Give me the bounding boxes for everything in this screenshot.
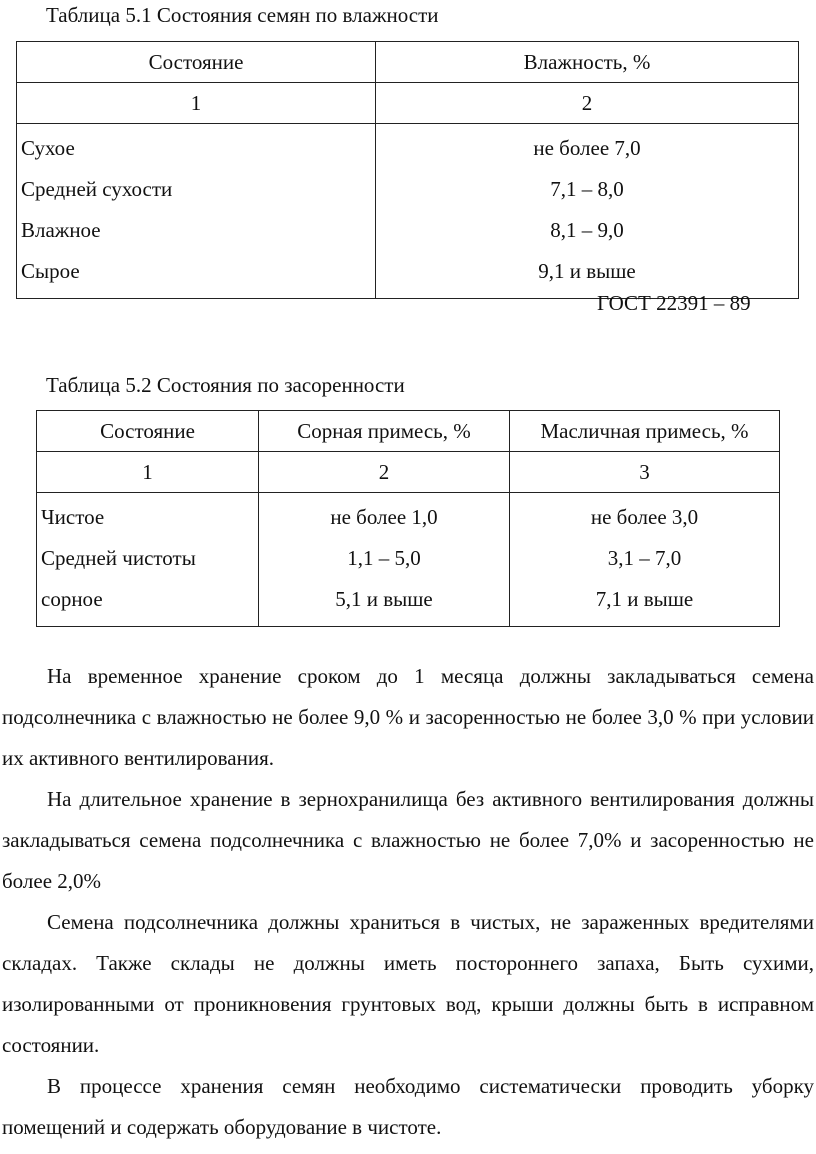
state-value: Сырое: [21, 259, 80, 283]
column-number: 1: [37, 452, 259, 493]
state-cell: [37, 493, 259, 627]
oil-value: не более 3,0: [590, 505, 699, 529]
header-weed-impurity: Сорная примесь, %: [259, 411, 510, 452]
table-header-row: [37, 411, 780, 452]
state-value: Влажное: [21, 218, 101, 242]
oil-value: 7,1 и выше: [595, 587, 694, 611]
state-value: Средней сухости: [21, 177, 173, 201]
oil-cell: [510, 493, 780, 627]
oil-value: 3,1 – 7,0: [607, 546, 682, 570]
moisture-table: [16, 41, 799, 299]
column-number: 2: [376, 83, 799, 124]
column-number: 1: [17, 83, 376, 124]
table1-source: ГОСТ 22391 – 89: [597, 291, 751, 315]
table-body-row: [37, 493, 780, 627]
header-moisture: Влажность, %: [376, 42, 799, 83]
table1-caption: Таблица 5.1 Состояния семян по влажности: [46, 3, 439, 27]
state-value: Чистое: [41, 505, 105, 529]
moisture-cell: [376, 124, 799, 299]
contamination-table: [36, 410, 780, 627]
state-cell: [17, 124, 376, 299]
header-oil-impurity: Масличная примесь, %: [510, 411, 780, 452]
weed-value: не более 1,0: [330, 505, 438, 529]
state-value: сорное: [41, 587, 103, 611]
column-number-row: [37, 452, 780, 493]
table-body-row: [17, 124, 799, 299]
state-value: Сухое: [21, 136, 75, 160]
column-number: 2: [259, 452, 510, 493]
header-state: Состояние: [17, 42, 376, 83]
moisture-value: 9,1 и выше: [538, 259, 636, 283]
paragraph: На длительное хранение в зернохранилища без активного вентилирования должны закладываться семена подсолнечника с влажностью не более 7,0% и засоренностью не более 2,0%: [2, 787, 814, 893]
state-value: Средней чистоты: [41, 546, 196, 570]
column-number: 3: [510, 452, 780, 493]
weed-value: 5,1 и выше: [335, 587, 433, 611]
paragraph: В процессе хранения семян необходимо систематически проводить уборку помещений и содержать оборудование в чистоте.: [2, 1074, 814, 1139]
table-header-row: [17, 42, 799, 83]
column-number-row: [17, 83, 799, 124]
weed-cell: [259, 493, 510, 627]
header-state: Состояние: [37, 411, 259, 452]
moisture-value: 7,1 – 8,0: [550, 177, 624, 201]
weed-value: 1,1 – 5,0: [347, 546, 421, 570]
moisture-value: не более 7,0: [533, 136, 641, 160]
moisture-value: 8,1 – 9,0: [550, 218, 624, 242]
table2-caption: Таблица 5.2 Состояния по засоренности: [46, 373, 405, 397]
paragraph: Семена подсолнечника должны храниться в чистых, не зараженных вредителями складах. Также склады не должны иметь постороннего запаха, Быть сухими, изолированными от проникновения грунтовых вод, крыши должны быть в исправном состоянии.: [2, 910, 814, 1057]
paragraph: На временное хранение сроком до 1 месяца должны закладываться семена подсолнечника с влажностью не более 9,0 % и засоренностью не более 3,0 % при условии их активного вентилирования.: [2, 664, 814, 770]
